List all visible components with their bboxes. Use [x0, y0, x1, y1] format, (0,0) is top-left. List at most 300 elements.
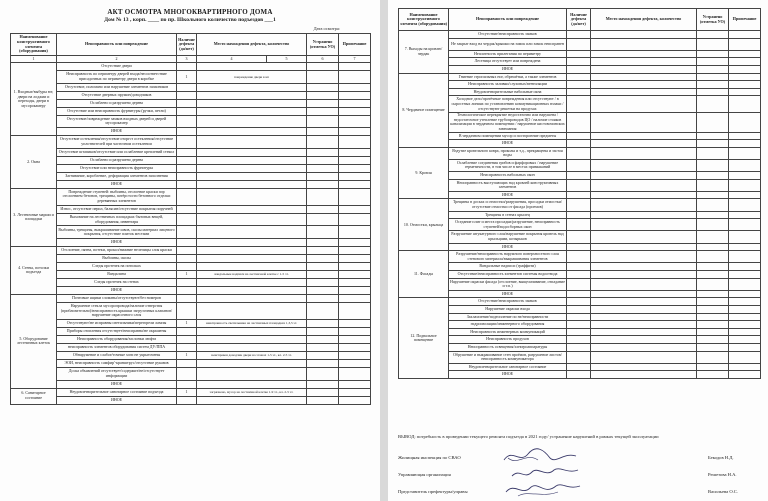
table-row [399, 328, 761, 336]
defect-mark-cell [567, 336, 591, 344]
defect-cell: ИНОЕ [449, 191, 567, 199]
location-cell [197, 262, 307, 270]
signature-name: Решетова Н.А. [708, 472, 737, 477]
defect-mark-cell [567, 278, 591, 290]
defect-mark-cell: 1 [177, 319, 197, 327]
table-row [399, 270, 761, 278]
location-cell [591, 140, 697, 148]
remark-cell [339, 396, 371, 404]
fixed-cell [697, 313, 729, 321]
remark-cell [729, 278, 761, 290]
element-name-cell: 5. Оборудование лестничных клеток [11, 294, 57, 388]
fixed-cell [307, 91, 339, 99]
location-cell [591, 50, 697, 58]
remark-cell [339, 335, 371, 343]
remark-cell [729, 336, 761, 344]
remark-cell [339, 63, 371, 71]
column-number: 5 [267, 56, 307, 63]
defect-cell: Лестница отсутствует или повреждена [449, 58, 567, 66]
location-cell [197, 136, 307, 149]
location-cell [197, 327, 307, 335]
table-row [399, 96, 761, 113]
remark-cell [729, 263, 761, 271]
remark-cell [729, 191, 761, 199]
document-title: АКТ ОСМОТРА МНОГОКВАРТИРНОГО ДОМА [107, 8, 273, 16]
fixed-cell [697, 278, 729, 290]
defect-cell: ИНОЕ [449, 140, 567, 148]
fixed-cell [697, 321, 729, 329]
table-row [399, 31, 761, 39]
column-header: Устранено (отметка УО) [697, 9, 729, 31]
location-cell [591, 88, 697, 96]
defect-mark-cell [177, 278, 197, 286]
fixed-cell [697, 219, 729, 231]
defect-cell: Оседание плит и места просадки/разрушение, неисправность ступеней/водосборных окон [449, 219, 567, 231]
location-cell [591, 73, 697, 81]
defect-cell: Отсутствие/повреждение замков входных дверей и дверей мусорокамер [57, 115, 177, 128]
fixed-cell [697, 172, 729, 180]
signature-label: Жилищная инспекция по СВАО [398, 455, 461, 460]
fixed-cell [697, 243, 729, 251]
fixed-cell [697, 31, 729, 39]
fixed-cell [697, 113, 729, 132]
defect-mark-cell [567, 38, 591, 50]
fixed-cell [697, 191, 729, 199]
table-row [399, 371, 761, 379]
remark-cell [339, 156, 371, 164]
defect-cell: Неисправность заливки/слуховых/вентиляции [449, 81, 567, 89]
fixed-cell [307, 351, 339, 359]
location-cell [591, 363, 697, 371]
column-header: Неисправность или повреждение [449, 9, 567, 31]
defect-mark-cell [177, 343, 197, 351]
fixed-cell [697, 140, 729, 148]
remark-cell [339, 83, 371, 91]
defect-mark-cell [567, 231, 591, 243]
table-row [399, 336, 761, 344]
defect-cell: Ослабление соединения грибов и фарфоровых / нарушение герметичности, в том числе в местах примыканий [449, 159, 567, 171]
location-cell [591, 290, 697, 298]
remark-cell [729, 132, 761, 140]
defect-cell: Отсутствие двери [57, 63, 177, 71]
table-row [399, 211, 761, 219]
table-row [11, 335, 371, 343]
fixed-cell [307, 99, 339, 107]
defect-mark-cell [567, 140, 591, 148]
defect-mark-cell [177, 83, 197, 91]
location-cell [197, 246, 307, 254]
defect-cell: Трещины в досках и отмостки/разрушения, просадки отмостки/отсутствие отмостки от фасада (проемов) [449, 199, 567, 211]
fixed-cell [697, 290, 729, 298]
location-cell [591, 132, 697, 140]
defect-cell: неисправность элементов оборудования систем ДУ/ППА [57, 343, 177, 351]
defect-mark-cell [567, 132, 591, 140]
remark-cell [339, 343, 371, 351]
document-subtitle: Дом № 13 , корп. ____ по пр. Школьного количество подъездов ___1 [104, 17, 276, 23]
defect-mark-cell [567, 211, 591, 219]
defect-mark-cell [567, 199, 591, 211]
location-cell [591, 243, 697, 251]
defect-cell: Неудовлетворительное санитарное состояние [449, 363, 567, 371]
location-cell [591, 219, 697, 231]
table-row [399, 50, 761, 58]
defect-mark-cell [567, 179, 591, 191]
location-cell [197, 83, 307, 91]
defect-mark-cell [177, 63, 197, 71]
defect-cell: Не закрыт вход на чердак/крышки на замок или замок неисправен [449, 38, 567, 50]
defect-mark-cell [177, 359, 197, 367]
defect-cell: Неисправность выступающих над кровлей конструктивных элементов [449, 179, 567, 191]
table-row [11, 148, 371, 156]
table-row [399, 38, 761, 50]
fixed-cell [307, 205, 339, 213]
table-row [399, 58, 761, 66]
defect-cell: Неисправность инженерных коммуникаций [449, 328, 567, 336]
defect-cell: Разрушение штукатурного слоя/нарушение покрытия кровель над крыльцами, козырьков [449, 231, 567, 243]
remark-cell [339, 262, 371, 270]
signature-name: Бекодов Н.Д. [708, 455, 734, 460]
inspection-table-left [10, 33, 371, 405]
fixed-cell [307, 63, 339, 71]
defect-cell: ИНОЕ [449, 243, 567, 251]
table-header-row [11, 34, 371, 56]
signature-name: Васильева О.С. [708, 489, 739, 494]
remark-cell [729, 88, 761, 96]
fixed-cell [307, 335, 339, 343]
remark-cell [729, 73, 761, 81]
location-cell [197, 396, 307, 404]
defect-cell: Разрушение/неисправность наружного поверхностного слоя стенового материала/выкрашивания элементов [449, 251, 567, 263]
remark-cell [339, 359, 371, 367]
signature-label: Представитель префектуры/управы [398, 489, 468, 494]
column-header: Примечание [729, 9, 761, 31]
location-cell [197, 254, 307, 262]
defect-mark-cell [567, 96, 591, 113]
remark-cell [339, 270, 371, 278]
table-row [399, 343, 761, 351]
remark-cell [729, 172, 761, 180]
defect-cell: Вандальные надписи (граффити) [449, 263, 567, 271]
remark-cell [339, 327, 371, 335]
defect-mark-cell [177, 115, 197, 128]
table-row [399, 321, 761, 329]
location-cell [197, 226, 307, 239]
defect-mark-cell [567, 191, 591, 199]
element-name-cell: 8. Чердачное помещение [399, 73, 449, 147]
fixed-cell [307, 367, 339, 380]
defect-cell: Ослаблено и разрушено дерева [57, 99, 177, 107]
defect-cell: Следы протечек на стенах [57, 278, 177, 286]
location-cell [197, 115, 307, 128]
remark-cell [339, 238, 371, 246]
table-row [11, 294, 371, 302]
element-name-cell: 3. Лестничные марши и площадки [11, 188, 57, 246]
remark-cell [339, 294, 371, 302]
location-cell [197, 172, 307, 180]
document-page-right [388, 0, 768, 501]
defect-cell: Неисправность продухов [449, 336, 567, 344]
fixed-cell [697, 305, 729, 313]
element-name-cell: 2. Окна [11, 136, 57, 189]
defect-mark-cell [567, 81, 591, 89]
column-header: Наименование конструктивного элемента (оборудования) [11, 34, 57, 56]
remark-cell [729, 371, 761, 379]
remark-cell [339, 278, 371, 286]
fixed-cell [307, 172, 339, 180]
defect-mark-cell [177, 180, 197, 188]
remark-cell [729, 243, 761, 251]
remark-cell [339, 188, 371, 205]
remark-cell [339, 380, 371, 388]
table-row [399, 73, 761, 81]
defect-cell: Загнивание, коробление, деформация элементов заполнения [57, 172, 177, 180]
defect-mark-cell [177, 380, 197, 388]
location-cell [591, 65, 697, 73]
defect-cell: Нарушение окраски фасада (отслоение, выщелачивание, отпадание и т.п.) [449, 278, 567, 290]
defect-mark-cell [177, 128, 197, 136]
defect-mark-cell [567, 113, 591, 132]
table-row [399, 263, 761, 271]
defect-cell: Отсутствие или неисправность фурнитуры (ручки, петли) [57, 107, 177, 115]
defect-mark-cell [567, 159, 591, 171]
fixed-cell [697, 263, 729, 271]
remark-cell [339, 128, 371, 136]
table-row [11, 278, 371, 286]
defect-mark-cell [567, 290, 591, 298]
defect-cell: Отсутствие, поломано или нарушение элементов запасников [57, 83, 177, 91]
fixed-cell [307, 302, 339, 319]
defect-mark-cell: 1 [177, 71, 197, 84]
remark-cell [729, 298, 761, 306]
location-cell [591, 147, 697, 159]
location-cell [197, 278, 307, 286]
defect-cell: ЭОИ, неисправность самфир'-кранштрус/отсутствие рукавов [57, 359, 177, 367]
element-name-cell: 9. Кровля [399, 147, 449, 199]
defect-cell: Выбоины, сколы [57, 254, 177, 262]
table-row [11, 172, 371, 180]
defect-mark-cell [567, 73, 591, 81]
location-cell [591, 38, 697, 50]
defect-cell: Вздутие кровельного ковра, проколы и т.д., прекращены и застоя воды [449, 147, 567, 159]
defect-mark-cell [567, 298, 591, 306]
table-row [399, 65, 761, 73]
defect-mark-cell [177, 246, 197, 254]
table-row [399, 313, 761, 321]
defect-cell: ИНОЕ [57, 286, 177, 294]
column-number-row [11, 56, 371, 63]
defect-mark-cell: 1 [177, 270, 197, 278]
table-row [11, 164, 371, 172]
table-row [11, 188, 371, 205]
table-row [399, 172, 761, 180]
defect-mark-cell [177, 226, 197, 239]
location-cell: повреждение двери в кп [197, 71, 307, 84]
table-row [11, 396, 371, 404]
defect-cell: Неисправность набольных окон [449, 172, 567, 180]
defect-cell: Обнаружение и слабое/точные хэги не укрыточены [57, 351, 177, 359]
element-name-cell: 10. Отмостки, крыльца [399, 199, 449, 251]
remark-cell [339, 367, 371, 380]
table-row [399, 88, 761, 96]
element-name-cell: 6. Санитарное состояние [11, 388, 57, 404]
column-number: 4 [197, 56, 267, 63]
defect-cell: Износ, отсутствие перил, балясин/отсутствие покрытия поручней [57, 205, 177, 213]
table-row [11, 205, 371, 213]
remark-cell [729, 96, 761, 113]
fixed-cell [697, 336, 729, 344]
fixed-cell [697, 38, 729, 50]
defect-mark-cell [177, 396, 197, 404]
location-cell [591, 58, 697, 66]
table-row [11, 380, 371, 388]
defect-cell: Ослаблено и разрушено дерева [57, 156, 177, 164]
remark-cell [339, 180, 371, 188]
remark-cell [729, 219, 761, 231]
location-cell: загрязнено, мусор на лестничной клетке 1-9 эт., кл. 2-5 эт. [197, 388, 307, 396]
table-row [399, 298, 761, 306]
location-cell [591, 263, 697, 271]
fixed-cell [307, 327, 339, 335]
location-cell [197, 294, 307, 302]
fixed-cell [307, 262, 339, 270]
element-name-cell: 1. Входные/выбуры ют, двери на лоджии и переходы, двери в мусорокамеру [11, 63, 57, 136]
table-row [11, 238, 371, 246]
fixed-cell [307, 115, 339, 128]
remark-cell [339, 172, 371, 180]
defect-cell: ИНОЕ [57, 128, 177, 136]
location-cell: неисправен доводчик двери на этажах 1-5 эт., кл. 2-5 эт. [197, 351, 307, 359]
defect-cell: Отсутствие/неисправность элементов системы водоотвода [449, 270, 567, 278]
location-cell [197, 302, 307, 319]
defect-mark-cell [177, 91, 197, 99]
column-header: Место нахождения дефекта, количество [591, 9, 697, 31]
defect-cell: Неплотность прилегания по периметру [449, 50, 567, 58]
remark-cell [339, 115, 371, 128]
table-row [11, 71, 371, 84]
table-header-row [399, 9, 761, 31]
remark-cell [729, 231, 761, 243]
defect-cell: Неудовлетворительное санитарное состояние подъезда [57, 388, 177, 396]
fixed-cell [697, 73, 729, 81]
fixed-cell [697, 65, 729, 73]
defect-mark-cell [567, 251, 591, 263]
page-gutter [380, 0, 388, 501]
remark-cell [729, 313, 761, 321]
defect-cell: Доска объявлений отсутствует/содержит/не/отсутствует информации [57, 367, 177, 380]
location-cell [591, 305, 697, 313]
defect-cell: Трещины в стенах крылец [449, 211, 567, 219]
fixed-cell [307, 343, 339, 351]
location-cell [591, 211, 697, 219]
location-cell [591, 191, 697, 199]
defect-mark-cell [567, 371, 591, 379]
table-row [11, 286, 371, 294]
remark-cell [729, 290, 761, 298]
fixed-cell [307, 188, 339, 205]
table-row [11, 213, 371, 226]
defect-cell: Неисправность освещения/электроаппаратуры [449, 343, 567, 351]
defect-cell: ИНОЕ [57, 238, 177, 246]
defect-mark-cell [177, 205, 197, 213]
column-header: Место нахождения дефекта, количество [197, 34, 307, 56]
defect-cell: Неудовлетворительные набольные окна [449, 88, 567, 96]
defect-cell: гидроизоляции/инженерного оборудования [449, 321, 567, 329]
defect-cell: Отслоение, пятна, потеки, прокол/нижние нелепицы слоя краски [57, 246, 177, 254]
defect-cell: ИНОЕ [57, 396, 177, 404]
table-row [399, 199, 761, 211]
column-number: 2 [57, 56, 177, 63]
defect-mark-cell [177, 367, 197, 380]
remark-cell [339, 148, 371, 156]
location-cell [197, 359, 307, 367]
column-number: 6 [307, 56, 339, 63]
remark-cell [729, 321, 761, 329]
location-cell [591, 336, 697, 344]
defect-mark-cell [567, 88, 591, 96]
remark-cell [729, 147, 761, 159]
remark-cell [729, 179, 761, 191]
remark-cell [339, 99, 371, 107]
fixed-cell [307, 107, 339, 115]
remark-cell [729, 351, 761, 363]
fixed-cell [697, 199, 729, 211]
document-page-left [0, 0, 380, 501]
defect-cell: Отсутствуют/не исправны светильники/перегорели лампы [57, 319, 177, 327]
table-row [399, 251, 761, 263]
defect-mark-cell: 1 [177, 388, 197, 396]
column-header: Неисправность или повреждение [57, 34, 177, 56]
table-row [399, 305, 761, 313]
defect-mark-cell [567, 328, 591, 336]
remark-cell [729, 159, 761, 171]
fixed-cell [697, 179, 729, 191]
defect-mark-cell [567, 305, 591, 313]
defect-mark-cell [567, 363, 591, 371]
location-cell [197, 164, 307, 172]
location-cell [591, 81, 697, 89]
location-cell [197, 205, 307, 213]
defect-cell: ИНОЕ [449, 65, 567, 73]
fixed-cell [697, 343, 729, 351]
location-cell [591, 172, 697, 180]
location-cell [591, 96, 697, 113]
location-cell [197, 335, 307, 343]
defect-mark-cell [177, 136, 197, 149]
location-cell [591, 251, 697, 263]
location-cell [197, 367, 307, 380]
remark-cell [729, 31, 761, 39]
fixed-cell [307, 83, 339, 91]
defect-mark-cell [177, 148, 197, 156]
table-row [11, 156, 371, 164]
remark-cell [339, 205, 371, 213]
defect-cell: Нарушение окраски входа [449, 305, 567, 313]
table-row [399, 290, 761, 298]
column-header: Наличие дефекта (да/нет) [177, 34, 197, 56]
location-cell [591, 343, 697, 351]
fixed-cell [307, 294, 339, 302]
remark-cell [729, 251, 761, 263]
defect-mark-cell [177, 156, 197, 164]
defect-cell: Холодное дело/протёчные повреждения или отсутствуют / в сыростных линиях по установлению коммуникационных взлаки / отсутствуют решетки на продухах [449, 96, 567, 113]
fixed-cell [697, 88, 729, 96]
defect-mark-cell [177, 286, 197, 294]
fixed-cell [697, 50, 729, 58]
fixed-cell [307, 380, 339, 388]
table-row [11, 254, 371, 262]
location-cell: неисправность светильника на лестничных площадках 1,3,5 эт. [197, 319, 307, 327]
remark-cell [729, 38, 761, 50]
